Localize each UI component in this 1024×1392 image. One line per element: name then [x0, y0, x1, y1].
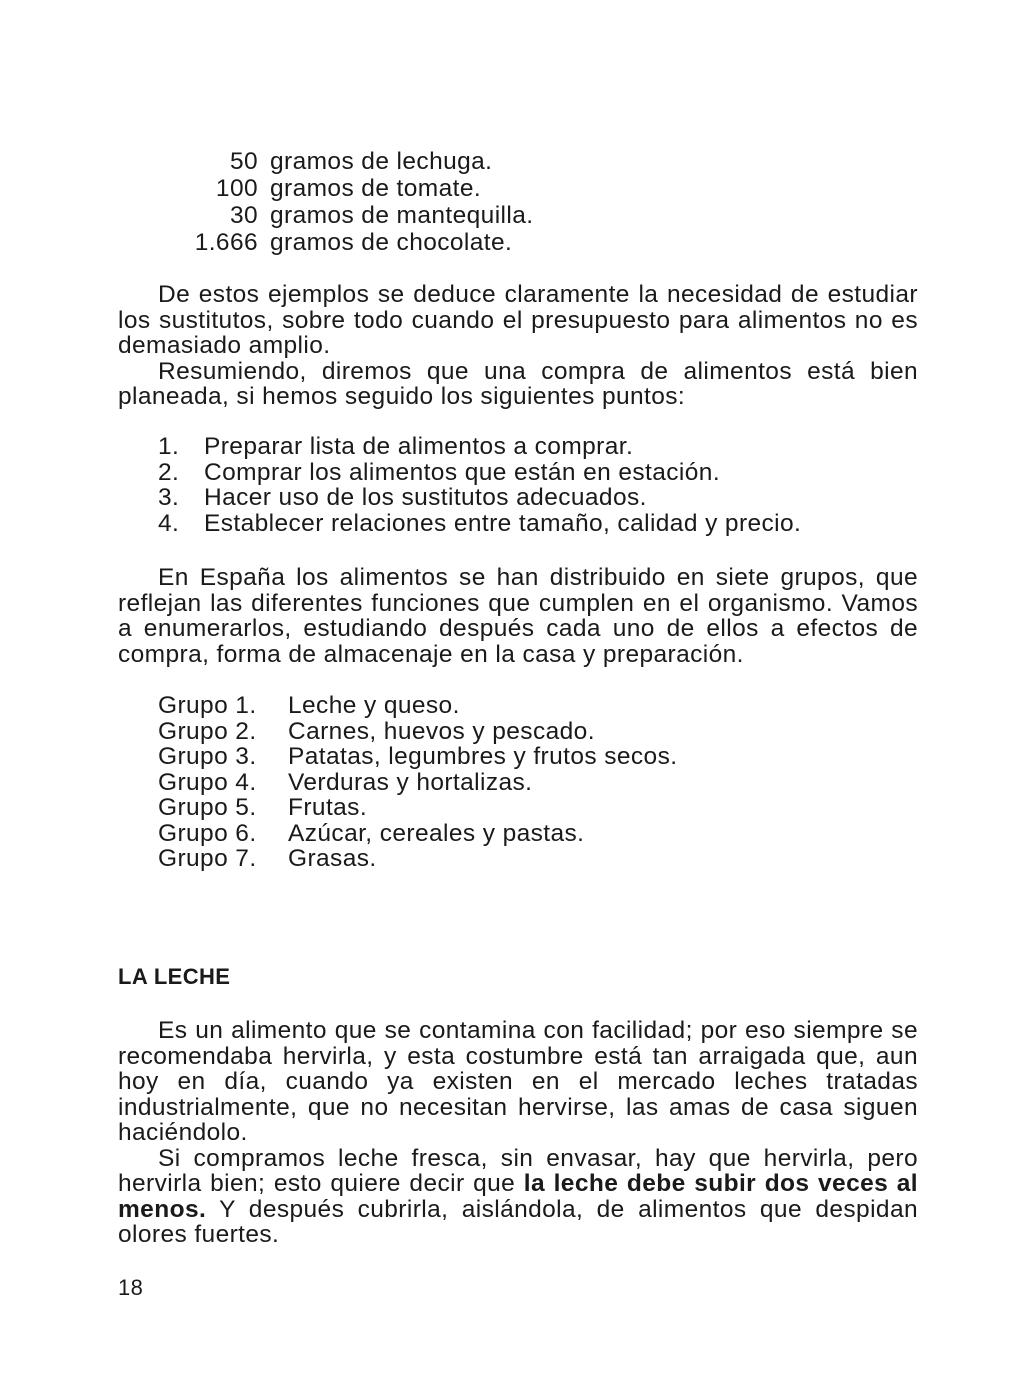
amount-text: gramos de chocolate. — [270, 229, 513, 256]
amount-text: gramos de mantequilla. — [270, 202, 534, 229]
list-item — [158, 434, 801, 460]
list-item — [158, 719, 677, 745]
item-text: Establecer relaciones entre tamaño, calidad y precio. — [204, 509, 802, 537]
group-label: Grupo 6. — [158, 819, 257, 847]
text-span: Y después cubrirla, aislándola, de alimentos que despidan olores fuertes. — [118, 1195, 918, 1248]
group-text: Frutas. — [288, 794, 368, 821]
group-label: Grupo 4. — [158, 768, 257, 796]
group-text: Leche y queso. — [288, 692, 460, 719]
group-label: Grupo 1. — [158, 692, 257, 719]
amounts-list — [190, 148, 533, 256]
group-text: Azúcar, cereales y pastas. — [288, 819, 585, 847]
list-item — [158, 460, 801, 486]
text-span: Si compramos leche fresca, sin envasar, hay que hervirla, pero hervirla bien; esto quiere decir que — [118, 1144, 918, 1197]
section-heading: LA LECHE — [118, 964, 231, 989]
amount-row — [190, 175, 533, 202]
amount-text: gramos de tomate. — [270, 175, 482, 202]
paragraph-text: En España los alimentos se han distribuido en siete grupos, que reflejan las diferentes funciones que cumplen en el organismo. Vamos a enumerarlos, estudiando después cada uno de ellos a efectos de compra, forma de almacenaje en la casa y preparación. — [118, 564, 918, 668]
amount-qty: 50 — [229, 148, 258, 175]
purchase-steps-list — [158, 434, 801, 536]
group-label: Grupo 7. — [158, 845, 257, 872]
item-number: 3. — [158, 484, 180, 511]
group-label: Grupo 5. — [158, 794, 257, 821]
group-label: Grupo 3. — [158, 743, 257, 770]
amount-qty: 1.666 — [194, 229, 258, 256]
list-item — [158, 846, 677, 872]
item-number: 4. — [158, 509, 180, 537]
amount-row — [190, 148, 533, 175]
item-number: 2. — [158, 458, 180, 486]
list-item — [158, 693, 677, 719]
list-item — [158, 795, 677, 821]
item-text: Preparar lista de alimentos a comprar. — [204, 433, 634, 460]
amount-qty: 30 — [229, 202, 258, 229]
group-text: Verduras y hortalizas. — [288, 768, 533, 796]
amount-row — [190, 229, 533, 256]
paragraph-milk — [118, 1018, 918, 1248]
list-item — [158, 511, 801, 537]
group-label: Grupo 2. — [158, 717, 257, 745]
amount-qty: 100 — [215, 175, 258, 202]
paragraph-text: Es un alimento que se contamina con facilidad; por eso siempre se recomendaba hervirla, y esta costumbre está tan arraigada que, aun hoy en día, cuando ya existen en el mercado leches tratadas industrialmente, que no necesitan hervirse, las amas de casa siguen haciéndolo. — [118, 1017, 918, 1146]
paragraph-food-groups — [118, 565, 918, 667]
group-text: Patatas, legumbres y frutos secos. — [288, 743, 678, 770]
amount-row — [190, 202, 533, 229]
food-groups-list — [158, 693, 677, 872]
paragraph-substitutes — [118, 282, 918, 410]
list-item — [158, 821, 677, 847]
list-item — [158, 770, 677, 796]
paragraph-text: Resumiendo, diremos que una compra de alimentos está bien planeada, si hemos seguido los siguientes puntos: — [118, 357, 918, 410]
list-item — [158, 744, 677, 770]
list-item — [158, 485, 801, 511]
item-text: Hacer uso de los sustitutos adecuados. — [204, 484, 647, 511]
item-text: Comprar los alimentos que están en estación. — [204, 458, 721, 486]
paragraph-text: De estos ejemplos se deduce claramente la necesidad de estudiar los sustitutos, sobre todo cuando el presupuesto para alimentos no es demasiado amplio. — [118, 281, 918, 359]
item-number: 1. — [158, 433, 180, 460]
bold-emphasis: la leche debe subir dos veces al menos. — [118, 1170, 918, 1223]
group-text: Grasas. — [288, 845, 377, 872]
amount-text: gramos de lechuga. — [270, 148, 493, 175]
group-text: Carnes, huevos y pescado. — [288, 717, 595, 745]
paragraph-text — [118, 1146, 918, 1248]
page-number: 18 — [118, 1275, 144, 1300]
